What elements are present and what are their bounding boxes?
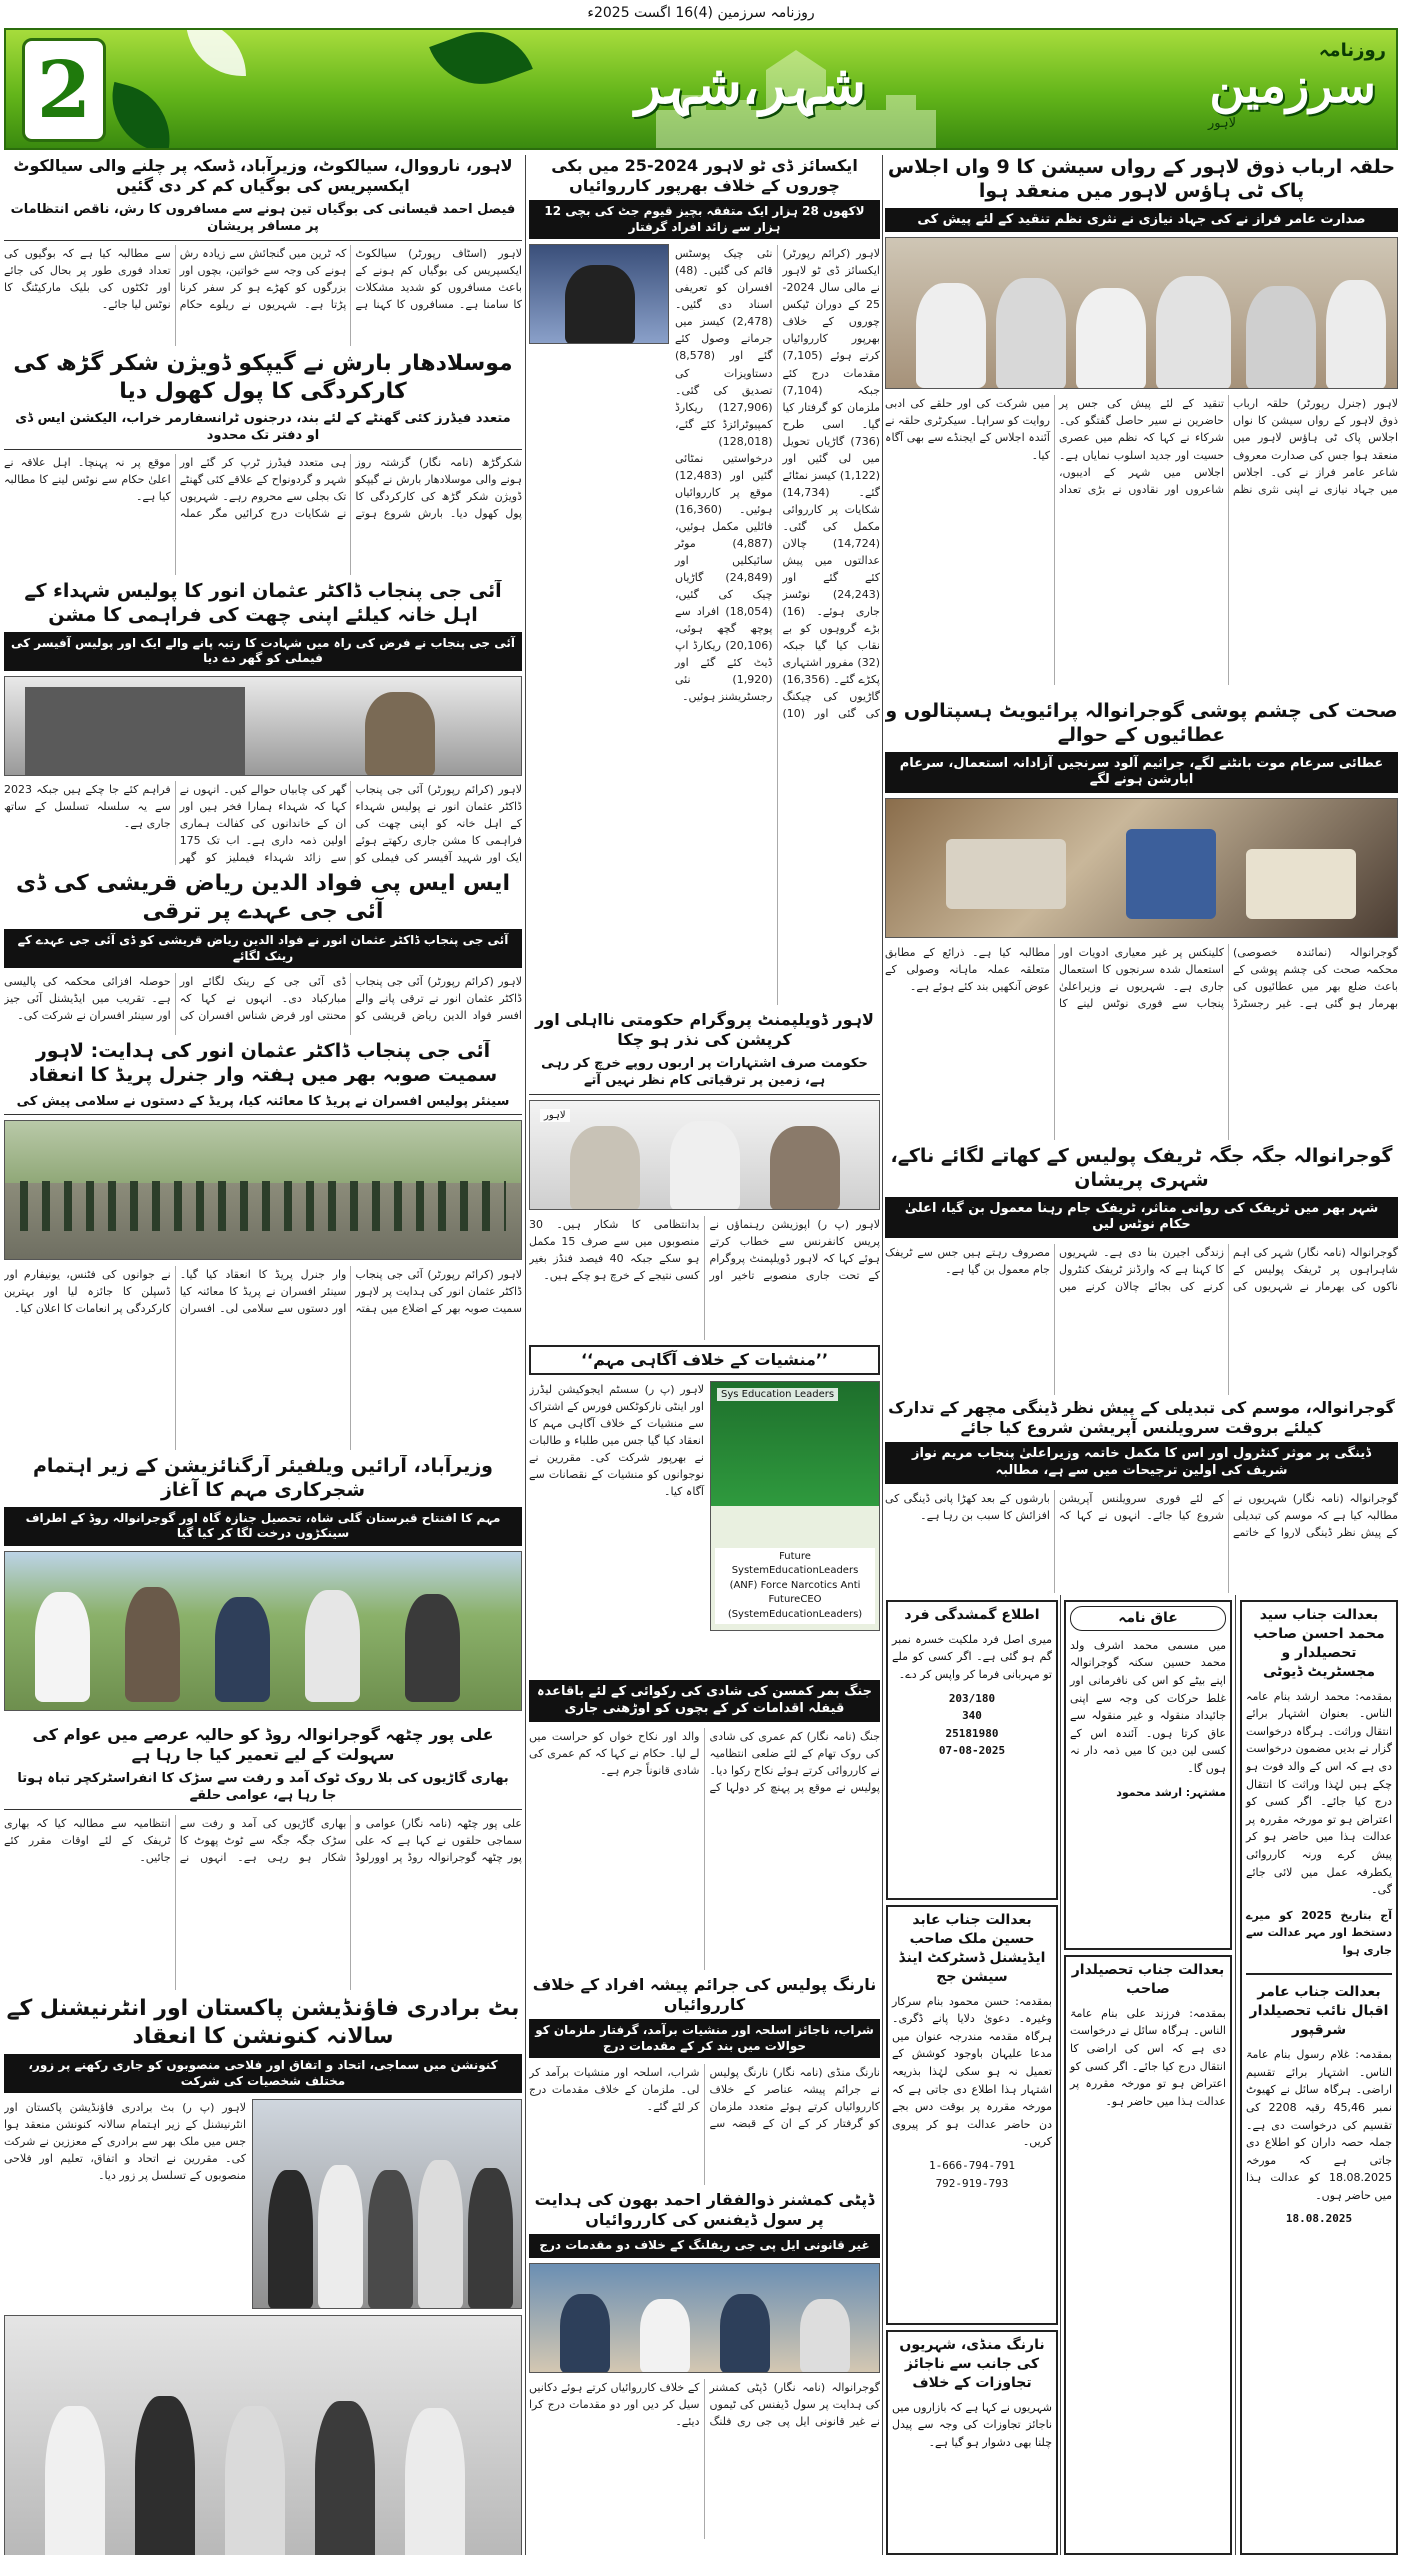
- article-body: لاہور (کرائم رپورٹر) آئی جی پنجاب ڈاکٹر عثمان انور نے ترقی پانے والے افسر فواد الدین ریاض قریشی کو ڈی آئی جی کے رینک لگائے اور مبارکباد دی۔ انہوں نے کہا کہ محنتی اور فرض شناس افسران کی حوصلہ افزائی محکمہ کی پالیسی ہے۔ تقریب میں ایڈیشنل آئی جیز اور سینئر افسران نے شرکت کی۔: [4, 975, 522, 1023]
- article-ig-martyrs-homes: [4, 580, 522, 865]
- column-rule: [1060, 1595, 1061, 2555]
- article-body: لاہور (کرائم رپورٹر) آئی جی پنجاب ڈاکٹر عثمان انور کی ہدایت پر لاہور سمیت صوبہ بھر کے اضلاع میں ہفتہ وار جنرل پریڈ کا انعقاد کیا گیا۔ سینئر افسران نے پریڈ کا معائنہ کیا اور دستوں سے سلامی لی۔ افسران نے جوانوں کی فٹنس، یونیفارم اور ڈسپلن کا جائزہ لیا اور بہترین کارکردگی پر انعامات کا اعلان کیا۔: [4, 1268, 522, 1316]
- headline: بٹ برادری فاؤنڈیشن پاکستان اور انٹرنیشنل کے سالانہ کنونشن کا انعقاد: [6, 1996, 520, 2049]
- article-body: لاہور (پ ر) سسٹم ایجوکیشن لیڈرز اور اینٹی نارکوٹکس فورس کے اشتراک سے منشیات کے خلاف آگاہی مہم کا انعقاد کیا گیا جس میں طلباء و طالبات نے بھرپور شرکت کی۔ مقررین نے نوجوانوں کو منشیات کے نقصانات سے آگاہ کیا۔: [529, 1383, 704, 1499]
- notice-title: عاق نامہ: [1070, 1606, 1226, 1631]
- photo-raid: [529, 2263, 880, 2373]
- notice-court-tehsildar-1: [1240, 1600, 1398, 2555]
- column-rule: [525, 155, 526, 2555]
- article-body: لاہور (کرائم رپورٹر) آئی جی پنجاب ڈاکٹر عثمان انور نے پولیس شہداء کے اہل خانہ کو اپنی چھت کی فراہمی کا مشن جاری رکھتے ہوئے ایک اور شہید آفیسر کی فیملی کو گھر کی چابیاں حوالے کیں۔ انہوں نے کہا کہ شہداء ہمارا فخر ہیں اور ان کے خاندانوں کی کفالت ہماری اولین ذمہ داری ہے۔ اب تک 175 سے زائد شہداء فیملیز کو گھر فراہم کئے جا چکے ہیں جبکہ 2023 سے یہ سلسلہ تسلسل کے ساتھ جاری ہے۔: [4, 782, 522, 864]
- brand-block: [1186, 36, 1386, 144]
- subheadline: کنونشن میں سماجی، اتحاد و اتفاق اور فلاحی منصوبوں کو جاری رکھنے پر زور، مختلف شخصیات کی شرکت: [4, 2054, 522, 2093]
- leaf-decoration: [100, 82, 182, 150]
- headline: وزیرآباد، آرائیں ویلفیئر آرگنائزیشن کے زیر اہتمام شجرکاری مہم کا آغاز: [33, 1455, 493, 1501]
- article-health-neglect: [885, 700, 1398, 1140]
- subheadline: صدارت عامر فراز نے کی جہاد نیازی نے نثری نظم تنقید کے لئے پیش کی: [885, 208, 1398, 233]
- article-tree-plantation: [4, 1455, 522, 1720]
- notice-title: اطلاع گمشدگی فرد: [904, 1607, 1040, 1623]
- column-rule: [882, 155, 883, 1595]
- photo-press-conference: [529, 1100, 880, 1210]
- article-body: لاہور (پ ر) بٹ برادری فاؤنڈیشن پاکستان اور انٹرنیشنل کے زیر اہتمام سالانہ کنونشن منعقد ہوا جس میں ملک بھر سے برادری کے معززین نے شرکت کی۔ مقررین نے اتحاد و اتفاق، تعلیم اور فلاحی منصوبوں کے تسلسل پر زور دیا۔: [4, 2101, 246, 2183]
- dateline: [0, 0, 1402, 26]
- photo-awareness-banner: [710, 1381, 880, 1631]
- subheadline: شہر بھر میں ٹریفک کی روانی متاثر، ٹریفک جام رہنا معمول بن گیا، اعلیٰ حکام نوٹس لیں: [885, 1197, 1398, 1239]
- subheadline: غیر قانونی ایل پی جی ریفلنگ کے خلاف دو مقدمات درج: [529, 2234, 880, 2258]
- banner-line: FutureCEO: [768, 1594, 822, 1605]
- headline: ایس ایس پی فواد الدین ریاض قریشی کی ڈی آئی جی عہدے پر ترقی: [16, 871, 510, 924]
- notice-title: بعدالت جناب سید محمد احسن صاحب تحصیلدار و مجسٹریٹ ڈیوٹی: [1253, 1607, 1385, 1680]
- notice-title: بعدالت جناب عامر اقبال نائب تحصیلدار شرقپور: [1249, 1984, 1389, 2039]
- article-anti-narcotics: [529, 1345, 880, 1675]
- article-body: لاہور (کرائم رپورٹر) ایکسائز ڈی ٹو لاہور نے مالی سال 2024-25 کے دوران ٹیکس چوروں کے خلاف بھرپور کارروائیاں کرتے ہوئے (7,105) مقدمات درج کئے جبکہ (7,104) ملزمان کو گرفتار کیا گیا۔ اسی طرح (736) گاڑیاں تحویل میں لی گئیں اور (1,122) کیسز نمٹائے گئے۔ (14,734) شکایات پر کارروائی مکمل کی گئی۔ (14,724) چالان عدالتوں میں پیش کئے گئے اور (24,243) نوٹسز جاری ہوئے۔ (16) بڑے گروہوں کو بے نقاب کیا گیا جبکہ (32) مفرور اشتہاری پکڑے گئے۔ (16,356) گاڑیوں کی چیکنگ کی گئی اور (10) نئی چیک پوسٹس قائم کی گئیں۔ (48) افسران کو تعریفی اسناد دی گئیں۔ (2,478) کیسز میں جرمانے وصول کئے گئے اور (8,578) دستاویزات کی تصدیق کی گئی۔ (127,906) ریکارڈ کمپیوٹرائزڈ کئے گئے، (128,018) درخواستیں نمٹائی گئیں اور (12,483) موقع پر کارروائیاں ہوئیں۔ (16,360) فائلیں مکمل ہوئیں، (4,887) موٹر سائیکلیں اور (24,849) گاڑیاں چیک کی گئیں، (18,054) افراد سے پوچھ گچھ ہوئی، (20,106) ریکارڈ اپ ڈیٹ کئے گئے اور (1,920) نئی رجسٹریشنز ہوئیں۔: [675, 247, 880, 721]
- headline: نارنگ پولیس کی جرائم پیشہ افراد کے خلاف کارروائیاں: [532, 1975, 877, 2014]
- article-body: گوجرانوالہ (نمائندہ خصوصی) محکمہ صحت کی چشم پوشی کے باعث ضلع بھر میں عطائیوں کی بھرمار ہو گئی ہے۔ غیر رجسٹرڈ کلینکس پر غیر معیاری ادویات اور استعمال شدہ سرنجوں کا استعمال جاری ہے۔ شہریوں نے وزیراعلیٰ پنجاب سے فوری نوٹس لینے کا مطالبہ کیا ہے۔ ذرائع کے مطابق متعلقہ عملہ ماہانہ وصولی کے عوض آنکھیں بند کئے ہوئے ہے۔: [885, 946, 1398, 1011]
- notice-body: بمقدمہ: محمد ارشد بنام عامہ الناس۔ بعنوان اشتہار برائے انتقال وراثت۔ ہرگاہ درخواست گزار نے بدیں مضمون درخواست دی ہے کہ اس کے والد فوت ہو چکے ہیں لہٰذا وراثت کا انتقال درج کیا جائے۔ اگر کسی کو اعتراض ہو تو مورخہ مقررہ پر عدالت ہذا میں حاضر ہو کر پیش کرے ورنہ کارروائی یکطرفہ عمل میں لائی جائے گی۔: [1246, 1689, 1392, 1897]
- headline: صحت کی چشم پوشی گوجرانوالہ پرائیویٹ ہسپتالوں و عطائیوں کے حوالے: [885, 700, 1398, 746]
- article-body: شکرگڑھ (نامہ نگار) گزشتہ روز ہونے والی موسلادھار بارش نے گیپکو ڈویژن شکر گڑھ کی کارکردگی کا پول کھول دیا۔ بارش شروع ہوتے ہی متعدد فیڈرز ٹرپ کر گئے اور شہر و گردونواح کے علاقے کئی گھنٹے تک بجلی سے محروم رہے۔ شہریوں نے شکایات درج کرائیں مگر عملہ موقع پر نہ پہنچا۔ اہل علاقہ نے اعلیٰ حکام سے نوٹس لینے کا مطالبہ کیا ہے۔: [4, 455, 522, 520]
- headline: حلقہ ارباب ذوق لاہور کے رواں سیشن کا 9 واں اجلاس پاک ٹی ہاؤس لاہور میں منعقد ہوا: [887, 156, 1396, 202]
- article-traffic-checkpoints: [885, 1145, 1398, 1395]
- page-number: 2: [22, 38, 106, 142]
- notice-court-tehsildar-2: [1064, 1955, 1232, 2555]
- article-gepco-rain: [4, 350, 522, 575]
- subheadline: متعدد فیڈرز کئی گھنٹے کے لئے بند، درجنوں ٹرانسفارمر خراب، الیکشن ایس ڈی او دفتر تک محدود: [4, 407, 522, 450]
- headline: جنگ بمر کمسن کی شادی کی رکوائی کے لئے باقاعدہ قیفلہ اقدامات کر کے بچوں کو اوڑھنی جاری: [529, 1680, 880, 1722]
- subheadline: لاکھوں 28 ہزار ایک متفقہ بچیز قیوم جٹ کی بچی 12 ہزار سے زائد افراد گرفتار: [529, 200, 880, 239]
- photo-house-handover: [4, 676, 522, 776]
- column-rule: [882, 1595, 883, 2555]
- article-excise-actions: [529, 156, 880, 1006]
- masthead: [4, 28, 1398, 150]
- subheadline: حکومت صرف اشتہارات پر اربوں روپے خرچ کر رہی ہے، زمین پر ترقیاتی کام نظر نہیں آتے: [529, 1052, 880, 1095]
- article-narang-police: [529, 1975, 880, 2185]
- brand-prefix: روزنامہ: [1318, 40, 1386, 61]
- photo-official-portrait: [529, 244, 669, 344]
- banner-line: (ANF) Force Narcotics Anti: [729, 1579, 861, 1591]
- notice-phone: 792-919-793: [935, 2176, 1009, 2190]
- headline: لاہور ڈویلپمنٹ پروگرام حکومتی نااہلی اور کرپشن کی نذر ہو چکا: [535, 1010, 874, 1049]
- headline: موسلادھار بارش نے گیپکو ڈویژن شکر گڑھ کی کارکردگی کا پول کھول دیا: [13, 351, 513, 404]
- notice-lost-document: [886, 1600, 1058, 1900]
- banner-line: Future: [779, 1550, 811, 1562]
- notice-number: 25181980: [945, 1726, 999, 1740]
- leaf-decoration: [186, 28, 246, 76]
- headline: ’’منشیات کے خلاف آگاہی مہم‘‘: [529, 1345, 880, 1375]
- subheadline: بھاری گاڑیوں کی بلا روک ٹوک آمد و رفت سے سڑک کا انفراسٹرکچر تباہ ہوتا جا رہا ہے، عوامی حلقے: [4, 1767, 522, 1810]
- notice-date: 18.08.2025: [1285, 2212, 1353, 2226]
- photo-plantation: [4, 1551, 522, 1711]
- notice-session-judge: [886, 1905, 1058, 2325]
- photo-literary-meeting: [885, 237, 1398, 389]
- photo-convention-group: [252, 2099, 522, 2309]
- subheadline: ڈینگی پر موثر کنٹرول اور اس کا مکمل خاتمہ وزیراعلیٰ پنجاب مریم نواز شریف کی اولین ترجیحات میں سے ہے، مطالبہ: [885, 1442, 1398, 1484]
- notice-body: میں مسمی محمد اشرف ولد محمد حسین سکنہ گوجرانوالہ اپنے بیٹے کو اس کی نافرمانی اور غلط حرکات کی وجہ سے اپنی جائیداد منقولہ و غیر منقولہ سے عاق کرتا ہوں۔ آئندہ اس کے کسی لین دین کا میں ذمہ دار نہ ہوں گا۔: [1070, 1638, 1226, 1776]
- headline: آئی جی پنجاب ڈاکٹر عثمان انور کا پولیس شہداء کے اہل خانہ کیلئے اپنی چھت کی فراہمی کا مشن: [24, 580, 502, 626]
- article-sialkot-express: [4, 156, 522, 346]
- photo-clinic-medicines: [885, 798, 1398, 938]
- notice-number: 203/180: [948, 1691, 996, 1705]
- article-lahore-development: [529, 1010, 880, 1340]
- photo-badge: Sys Education Leaders: [717, 1388, 838, 1401]
- article-halqa-arbab-zauq: [885, 156, 1398, 696]
- article-body: علی پور چٹھہ (نامہ نگار) عوامی و سماجی حلقوں نے کہا ہے کہ علی پور چٹھہ گوجرانوالہ روڈ پر اوورلوڈ بھاری گاڑیوں کی آمد و رفت سے سڑک جگہ جگہ سے ٹوٹ پھوٹ کا شکار ہو رہی ہے۔ انہوں نے انتظامیہ سے مطالبہ کیا کہ بھاری ٹریفک کے لئے اوقات مقرر کئے جائیں۔: [4, 1816, 522, 1864]
- headline: گوجرانوالہ جگہ جگہ ٹریفک پولیس کے کھاتے لگائے ناکے، شہری پریشان: [890, 1145, 1393, 1191]
- brand-name: سرزمین: [1209, 58, 1376, 114]
- subheadline: شراب، ناجائز اسلحہ اور منشیات برآمد، گرفتار ملزمان کو حوالات میں بند کر کے مقدمات درج: [529, 2019, 880, 2058]
- article-dengue-surveillance: [885, 1398, 1398, 1593]
- notice-body: شہریوں نے کہا ہے کہ بازاروں میں ناجائز تجاوزات کی وجہ سے پیدل چلنا بھی دشوار ہو گیا ہے۔: [892, 2400, 1052, 2449]
- subheadline: مہم کا افتتاح قبرستان گلی شاہ، تحصیل جنازہ گاہ اور گوجرانوالہ روڈ کے اطراف سینکڑوں درخت لگا کر کیا گیا: [4, 1507, 522, 1546]
- notice-body: بمقدمہ: غلام رسول بنام عامۃ الناس۔ اشتہار برائے تقسیم اراضی۔ ہرگاہ سائل نے کھیوٹ نمبر 45,46 رقبہ 2208 کی تقسیم کی درخواست دی ہے۔ جملہ حصہ داران کو اطلاع دی جاتی ہے کہ مورخہ 18.08.2025 کو عدالت ہذا میں حاضر ہوں۔: [1246, 2048, 1392, 2202]
- banner-line: SystemEducationLeaders: [731, 1565, 859, 1576]
- article-dig-promotion: [4, 870, 522, 1035]
- notice-body: بمقدمہ: حسن محمود بنام سرکار وغیرہ۔ دعویٰ دلایا پانے ڈگری۔ ہرگاہ مقدمہ مندرجہ عنوان میں مدعا علیہان باوجود کوشش کے تعمیل نہ ہو سکی لہٰذا بذریعہ اشتہار ہذا اطلاع دی جاتی ہے کہ مورخہ مقررہ پر بوقت دس بجے دن حاضر عدالت ہو کر پیروی کریں۔: [892, 1994, 1052, 2149]
- brand-city: لاہور: [1207, 116, 1236, 131]
- photo-caption: لاہور: [540, 1109, 570, 1122]
- banner-line: (SystemEducationLeaders): [727, 1608, 863, 1620]
- dateline-text: روزنامہ سرزمین (4)16 اگست 2025ء: [587, 5, 815, 21]
- notice-title: نارنگ منڈی، شہریوں کی جانب سے ناجائز تجاوزات کے خلاف: [899, 2337, 1045, 2391]
- subheadline: آئی جی پنجاب ڈاکٹر عثمان انور نے فواد الدین ریاض قریشی کو ڈی آئی جی عہدے کے رینک لگائے: [4, 929, 522, 968]
- photo-convention-hall: [4, 2315, 522, 2555]
- notice-title: بعدالت جناب عابد حسین ملک صاحب ایڈیشنل ڈسٹرکٹ اینڈ سیشن جج: [898, 1912, 1046, 1985]
- notice-phone: 1-666-794-791: [928, 2158, 1016, 2172]
- notice-title: بعدالت جناب تحصیلدار صاحب: [1071, 1962, 1225, 1997]
- headline: آئی جی پنجاب ڈاکٹر عثمان انور کی ہدایت: لاہور سمیت صوبہ بھر میں ہفتہ وار جنرل پریڈ کا انعقاد: [28, 1040, 498, 1086]
- notice-footer: آج بتاریخ 2025 کو میرے دستخط اور مہر عدالت سے جاری ہوا: [1246, 1908, 1393, 1957]
- article-alipur-road: [4, 1725, 522, 1990]
- article-child-marriage: [529, 1680, 880, 1970]
- article-body: لاہور (پ ر) اپوزیشن رہنماؤں نے پریس کانفرنس سے خطاب کرتے ہوئے کہا کہ لاہور ڈویلپمنٹ پروگرام کے تحت جاری منصوبے تاخیر اور بدانتظامی کا شکار ہیں۔ 30 منصوبوں میں سے صرف 15 مکمل ہو سکے جبکہ 40 فیصد فنڈز بغیر کسی نتیجے کے خرچ ہو چکے ہیں۔: [529, 1217, 880, 1282]
- column-rule: [1235, 1595, 1236, 2555]
- headline: ڈپٹی کمشنر ذوالفقار احمد بھون کی ہدایت پر سول ڈیفنس کی کارروائیاں: [534, 2190, 875, 2229]
- article-butt-convention: [4, 1995, 522, 2555]
- article-body: جنگ (نامہ نگار) کم عمری کی شادی کی روک تھام کے لئے ضلعی انتظامیہ نے کارروائی کرتے ہوئے نکاح رکوا دیا۔ پولیس نے موقع پر پہنچ کر دولہا کے والد اور نکاح خواں کو حراست میں لے لیا۔ حکام نے کہا کہ کم عمری کی شادی قانوناً جرم ہے۔: [529, 1729, 880, 1794]
- headline: علی پور چٹھہ گوجرانوالہ روڈ کو حالیہ عرصے میں عوام کی سہولت کے لیے تعمیر کیا جا رہا ہے: [32, 1725, 494, 1764]
- article-body: لاہور (جنرل رپورٹر) حلقہ ارباب ذوق لاہور کے رواں سیشن کا نواں اجلاس پاک ٹی ہاؤس لاہور میں منعقد ہوا جس کی صدارت معروف شاعر عامر فراز نے کی۔ اجلاس میں جہاد نیازی نے اپنی نثری نظم تنقید کے لئے پیش کی جس پر حاضرین نے سیر حاصل گفتگو کی۔ شرکاء نے کہا کہ نظم میں عصری حسیت اور جدید اسلوب نمایاں ہے۔ اجلاس میں شہر کے ادیبوں، شاعروں اور نقادوں نے بڑی تعداد میں شرکت کی اور حلقے کی ادبی روایت کو سراہا۔ سیکرٹری حلقہ نے آئندہ اجلاس کے ایجنڈے سے بھی آگاہ کیا۔: [885, 397, 1398, 496]
- article-body: نارنگ منڈی (نامہ نگار) نارنگ پولیس نے جرائم پیشہ عناصر کے خلاف کارروائیاں کرتے ہوئے متعدد ملزمان کو گرفتار کر کے ان کے قبضہ سے شراب، اسلحہ اور منشیات برآمد کر لی۔ ملزمان کے خلاف مقدمات درج کر لئے گئے۔: [529, 2066, 880, 2131]
- article-general-parade: [4, 1040, 522, 1450]
- notice-encroachment: [886, 2330, 1058, 2555]
- subheadline: سینئر پولیس افسران نے پریڈ کا معائنہ کیا، پریڈ کے دستوں نے سلامی پیش کی: [4, 1090, 522, 1116]
- notice-body: میری اصل فرد ملکیت خسرہ نمبر گم ہو گئی ہے۔ اگر کسی کو ملے تو مہربانی فرما کر واپس کر دے۔: [892, 1632, 1052, 1682]
- subheadline: فیصل احمد قیسانی کی بوگیاں تین ہونے سے مسافروں کا رش، ناقص انتظامات پر مسافر پریشان: [4, 198, 522, 241]
- section-title: شہر،شہر: [635, 52, 866, 116]
- subheadline: عطائی سرعام موت بانٹنے لگے، جراثیم آلود سرنجیں آزادانہ استعمال، سرعام ابارشن ہونے لگے: [885, 752, 1398, 794]
- photo-police-parade: [4, 1120, 522, 1260]
- article-civil-defence: [529, 2190, 880, 2555]
- notice-footer: مشتہر: ارشد محمود: [1116, 1785, 1226, 1799]
- notice-aaq-nama: [1064, 1600, 1232, 1950]
- article-body: گوجرانوالہ (نامہ نگار) شہر کی اہم شاہراہوں پر ٹریفک پولیس کے ناکوں کی بھرمار نے شہریوں کی زندگی اجیرن بنا دی ہے۔ شہریوں کا کہنا ہے کہ وارڈنز ٹریفک کنٹرول کرنے کی بجائے چالان کرنے میں مصروف رہتے ہیں جس سے ٹریفک جام معمول بن گیا ہے۔: [885, 1246, 1398, 1294]
- article-body: گوجرانوالہ (نامہ نگار) ڈپٹی کمشنر کی ہدایت پر سول ڈیفنس کی ٹیموں نے غیر قانونی ایل پی جی ری فلنگ کے خلاف کارروائیاں کرتے ہوئے دکانیں سیل کر دیں اور دو مقدمات درج کرا دیئے۔: [529, 2380, 880, 2428]
- leaf-decoration: [429, 28, 533, 100]
- notice-body: بمقدمہ: فرزند علی بنام عامۃ الناس۔ ہرگاہ سائل نے درخواست دی ہے کہ اس کی اراضی کا انتقال درج کیا جائے۔ اگر کسی کو اعتراض ہو تو مورخہ مقررہ پر عدالت ہذا میں حاضر ہو۔: [1070, 2006, 1226, 2108]
- subheadline: آئی جی پنجاب نے فرض کی راہ میں شہادت کا رتبہ پانے والے ایک اور پولیس آفیسر کی فیملی کو گھر دے دیا: [4, 632, 522, 671]
- headline: گوجرانوالہ، موسم کی تبدیلی کے پیش نظر ڈینگی مچھر کے تدارک کیلئے بروقت سرویلنس آپریشن شروع کیا جائے: [888, 1398, 1395, 1437]
- notice-number: 340: [962, 1709, 982, 1723]
- article-body: گوجرانوالہ (نامہ نگار) شہریوں نے مطالبہ کیا ہے کہ موسم کی تبدیلی کے پیش نظر ڈینگی لاروا کے خاتمے کے لئے فوری سرویلنس آپریشن شروع کیا جائے۔ انہوں نے کہا کہ بارشوں کے بعد کھڑا پانی ڈینگی کی افزائش کا سبب بن رہا ہے۔: [885, 1491, 1398, 1539]
- notice-date: 07-08-2025: [938, 1744, 1006, 1758]
- headline: ایکسائز ڈی ٹو لاہور 2024-25 میں بکی چوروں کے خلاف بھرپور کارروائیاں: [551, 156, 858, 195]
- article-body: لاہور (اسٹاف رپورٹر) سیالکوٹ ایکسپریس کی بوگیاں کم ہونے کے باعث مسافروں کو شدید مشکلات کا سامنا ہے۔ مسافروں کا کہنا ہے کہ ٹرین میں گنجائش سے زیادہ رش ہونے کی وجہ سے خواتین، بچوں اور بزرگوں کو کھڑے ہو کر سفر کرنا پڑتا ہے۔ شہریوں نے ریلوے حکام سے مطالبہ کیا ہے کہ بوگیوں کی تعداد فوری طور پر بحال کی جائے اور ٹکٹوں کی بلیک مارکیٹنگ کا نوٹس لیا جائے۔: [4, 246, 522, 311]
- headline: لاہور، نارووال، سیالکوٹ، وزیرآباد، ڈسکہ پر چلنے والی سیالکوٹ ایکسپریس کی بوگیاں کم کر دی گئیں: [13, 156, 513, 195]
